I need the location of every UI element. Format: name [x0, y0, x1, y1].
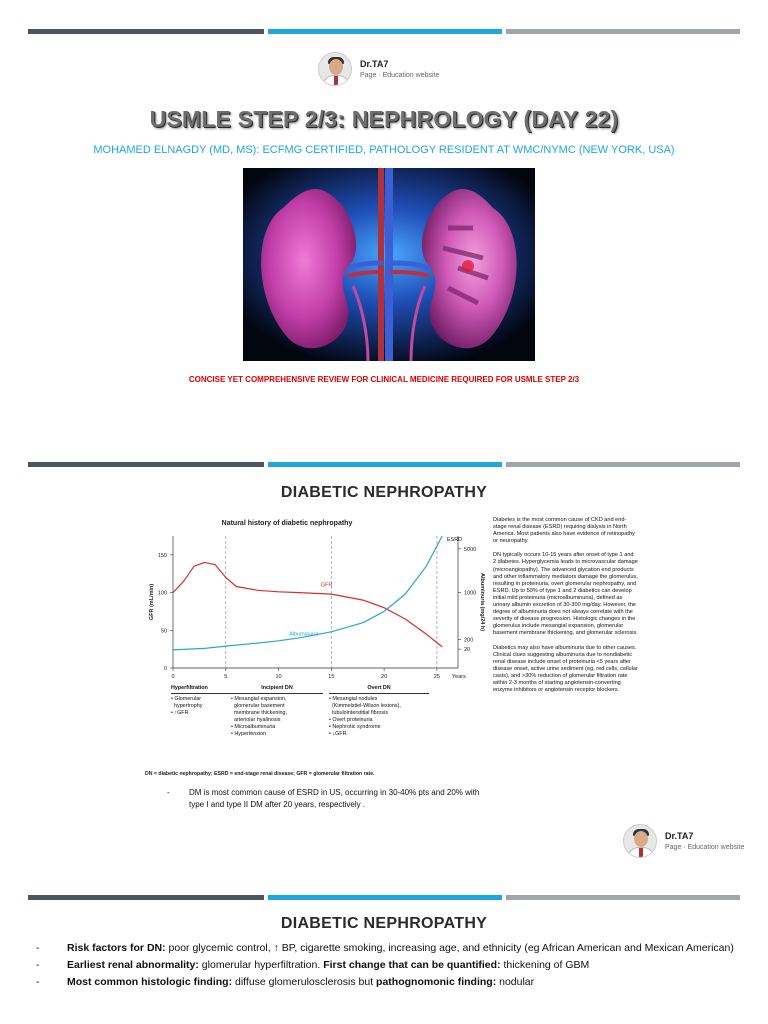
bullet-2-text-2: thickening of GBM: [500, 959, 590, 971]
kidney-illustration: [243, 168, 535, 361]
y-right-tick-label: 200: [464, 637, 474, 644]
avatar: [318, 52, 352, 86]
x-tick-label: 10: [275, 674, 282, 680]
figure-footnote: DN = diabetic nephropathy; ESRD = end-stage renal disease; GFR = glomerular filtration rate.: [145, 771, 375, 777]
list-item: - Risk factors for DN: poor glycemic control, ↑ BP, cigarette smoking, increasing age, and ethnicity (eg African American and Mexican American): [36, 942, 734, 954]
divider-dark: [28, 462, 264, 467]
x-tick-label: 15: [328, 674, 335, 680]
divider-blue: [268, 895, 502, 900]
stage-overt: [329, 685, 429, 738]
avatar: [623, 824, 657, 858]
bullet-1-text: poor glycemic control, ↑ BP, cigarette smoking, increasing age, and ethnicity (eg African American and Mexican American): [165, 942, 734, 954]
x-tick-label: 0: [171, 674, 175, 680]
y-tick-label: 100: [157, 590, 167, 597]
stage-incipient: [231, 685, 323, 738]
top-divider: [28, 29, 740, 34]
y-axis-label: GFR (mL/min): [149, 583, 155, 621]
y-tick-label: 50: [160, 628, 167, 635]
chart-title: Natural history of diabetic nephropathy: [221, 520, 353, 527]
tagline: CONCISE YET COMPREHENSIVE REVIEW FOR CLINICAL MEDICINE REQUIRED FOR USMLE STEP 2/3: [188, 375, 580, 384]
right-paragraph-3: Diabetics may also have albuminuria due to other causes. Clinical clues suggesting albuminuria due to nondiabetic renal disease include onset of proteinuria <5 years after disease onset, active urine sediment (eg, red cells, cellular casts), and >30% reduction of glomerular filtration rate within 2-3 months of starting angiotensin-converting enzyme inhibitors or angiotensin receptor blockers.: [493, 644, 638, 694]
section-divider-3: [28, 895, 740, 900]
y-tick-label: 150: [157, 552, 167, 559]
y-tick-label: 0: [163, 666, 167, 672]
section-divider-2: [28, 462, 740, 467]
divider-blue: [268, 29, 502, 34]
divider-dark: [28, 895, 264, 900]
bullet-3-label: Most common histologic finding:: [67, 976, 233, 988]
divider-dark: [28, 29, 264, 34]
dm-note-text: DM is most common cause of ESRD in US, occurring in 30-40% pts and 20% with type I and type II DM after 20 years, respectively .: [189, 788, 480, 809]
x-tick-label: 25: [433, 674, 440, 680]
y-right-axis-label: Albuminuria (mg/24 h): [479, 572, 485, 632]
bullet-2-label-2: First change that can be quantified:: [323, 959, 501, 971]
brand-badge[interactable]: [318, 52, 439, 86]
brand-subtitle: Page · Education website: [360, 72, 440, 79]
dm-note: - DM is most common cause of ESRD in US, occurring in 30-40% pts and 20% with type I and type II DM after 20 years, respectively .: [168, 787, 488, 811]
right-column-text: [493, 517, 638, 701]
brand-badge-2[interactable]: [623, 824, 744, 858]
list-item: - Most common histologic finding: diffuse glomerulosclerosis but pathognomonic finding: nodular: [36, 976, 535, 988]
bullet-2-text: glomerular hyperfiltration.: [198, 959, 324, 971]
dn-chart: [137, 514, 489, 824]
x-tick-label: 20: [381, 674, 388, 680]
bullet-3-label-2: pathognomonic finding:: [376, 976, 497, 988]
series-label-gfr: GFR: [320, 582, 333, 589]
x-tick-label: 5: [224, 674, 228, 680]
divider-gray: [506, 462, 740, 467]
stage-hyper-title: Hyperfiltration: [171, 685, 231, 694]
bullet-list: [36, 940, 756, 991]
stage-hyper-items: • Glomerular hypertrophy • ↑GFR: [171, 696, 203, 716]
y-right-tick-label: 1000: [464, 590, 477, 597]
brand-subtitle: Page · Education website: [665, 844, 745, 851]
bullet-1-label: Risk factors for DN:: [67, 942, 166, 954]
divider-gray: [506, 895, 740, 900]
bullet-3-text: diffuse glomerulosclerosis but: [232, 976, 377, 988]
list-item: - Earliest renal abnormality: glomerular hyperfiltration. First change that can be quantified: thickening of GBM: [36, 959, 590, 971]
stage-incipient-title: Incipient DN: [231, 685, 323, 694]
stage-overt-items: • Mesangial nodules (Kimmelstiel-Wilson lesions), tubulointerstitial fibrosis • Overt proteinuria • Nephrotic syndrome • ↓GFR: [329, 696, 401, 737]
x-axis-label: Years: [452, 674, 466, 680]
bullet-3-text-2: nodular: [496, 976, 535, 988]
right-paragraph-2: DN typically occurs 10-15 years after onset of type 1 and 2 diabetes. Hyperglycemia leads to microvascular damage (microangiopathy). The advanced glycation end products and other inflammatory mediators damage the glomerulus, resulting in proteinuria, overt glomerular nephropathy, and ESRD. Up to 50% of type 1 and 2 diabetics can develop initial mild proteinuria (microalbuminuria), defined as urinary albumin excretion of 30-300 mg/day. However, the degree of albuminuria does not always correlate with the severity of disease progression. Histologic changes in the glomerulus include mesangial expansion, glomerular basement membrane thickening, and glomerular sclerosis.: [493, 552, 638, 637]
series-label-albuminuria: Albuminuria: [289, 631, 319, 638]
author-line: MOHAMED ELNAGDY (MD, MS): ECFMG CERTIFIED, PATHOLOGY RESIDENT AT WMC/NYMC (NEW YORK, USA): [93, 144, 675, 156]
right-paragraph-1: Diabetes is the most common cause of CKD and end-stage renal disease (ESRD) requiring dialysis in North America. Most patients also have evidence of retinopathy or neuropathy.: [493, 517, 635, 545]
section-heading-3: DIABETIC NEPHROPATHY: [280, 915, 488, 932]
esrd-label: ESRD: [446, 537, 463, 543]
brand-name: Dr.TA7: [665, 831, 694, 841]
divider-blue: [268, 462, 502, 467]
section-heading: DIABETIC NEPHROPATHY: [280, 484, 488, 501]
stage-incipient-items: • Mesangial expansion, glomerular basement membrane thickening, arteriolar hyalinosis • Microalbuminuria • Hypertension: [231, 696, 288, 737]
brand-name: Dr.TA7: [360, 59, 389, 69]
page-title: USMLE STEP 2/3: NEPHROLOGY (DAY 22): [149, 106, 619, 132]
divider-gray: [506, 29, 740, 34]
y-right-tick-label: 20: [464, 647, 471, 654]
stage-hyper: [171, 685, 231, 717]
bullet-2-label: Earliest renal abnormality:: [67, 959, 199, 971]
stage-overt-title: Overt DN: [329, 685, 429, 694]
dn-figure: [137, 514, 489, 824]
y-right-tick-label: 5000: [464, 546, 477, 553]
